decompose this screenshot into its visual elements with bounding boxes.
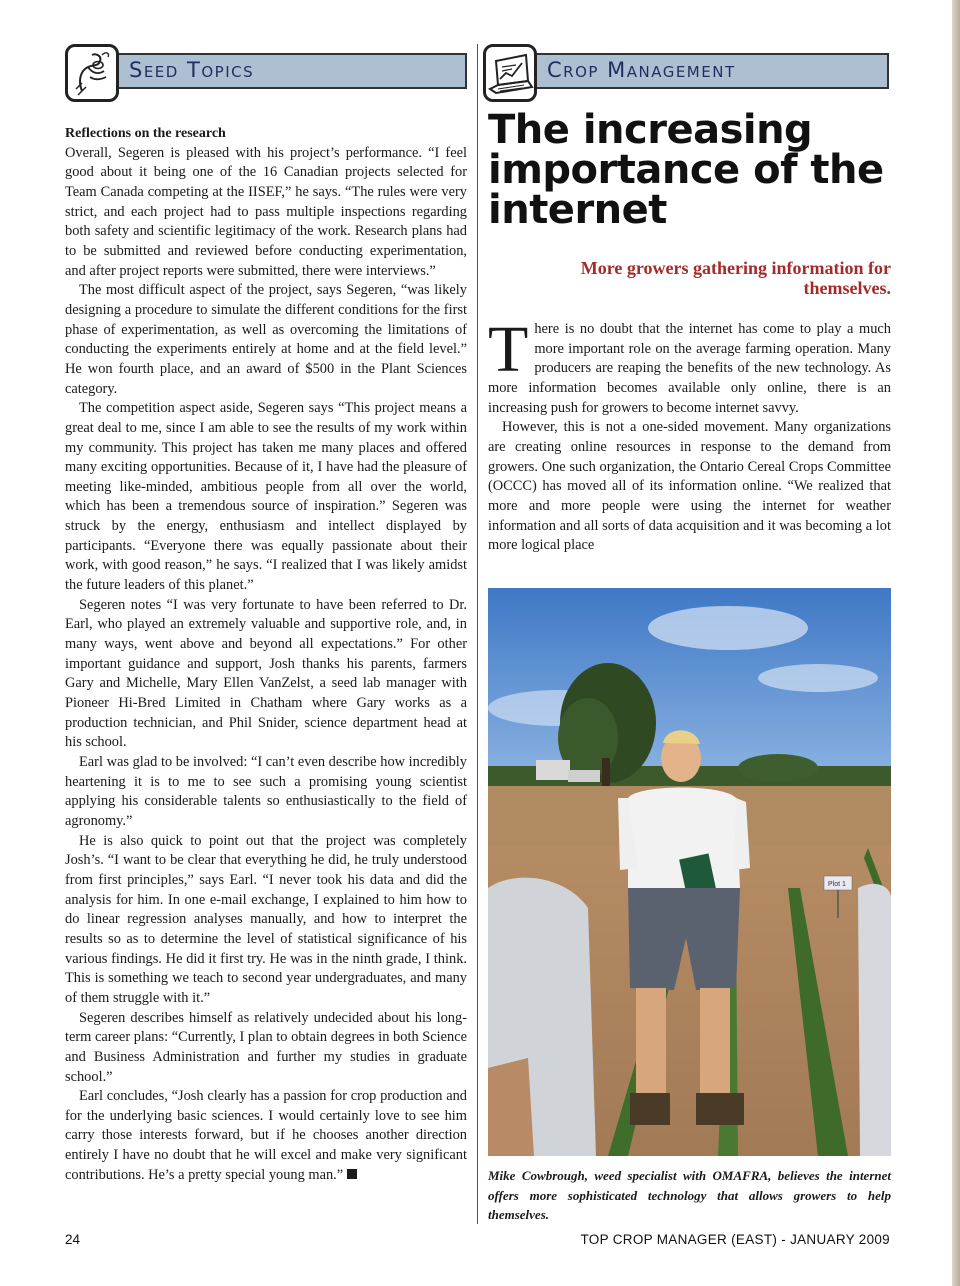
left-article	[65, 124, 467, 1185]
seed-topics-header	[65, 44, 467, 102]
article-headline: The increasing importance of the internet	[488, 107, 884, 233]
section-title-bar	[531, 53, 889, 89]
body-paragraph: However, this is not a one-sided movement. Many organizations are creating online resources in response to the demand from growers. One such organization, the Ontario Cereal Crops Committee (OCCC) has moved all of its information online. “We realized that more and more people were using the internet for weather information and all sorts of data acquisition and it was becoming a lot more logical place	[488, 419, 891, 554]
photo-caption: Mike Cowbrough, weed specialist with OMAFRA, believes the internet offers more sophisticated technology that allows growers to help themselves.	[488, 1168, 891, 1222]
body-paragraph: He is also quick to point out that the project was completely Josh’s. “I want to be clear that everything he did, he truly understood from first principles,” says Earl. “I never took his data and did the analysis for him. In one e-mail exchange, I explained to him how to do linear regression analyses manually, and how to interpret the results so as to determine the level of statistical significance of his various findings. He did it first try. He was in the ninth grade, I think. This is something we teach to second year undergraduates, and many of them struggle with it.”	[65, 832, 467, 1006]
last-paragraph	[65, 1087, 467, 1185]
plot-sign-label: Plot 1	[828, 881, 846, 888]
body-text: Earl concludes, “Josh clearly has a passion for crop production and for the underlying basic sciences. I would certainly love to see him carry those interests forward, but if he chooses another direction entirely I have no doubt that he will excel and make very significant contributions. He’s a pretty special young man.”	[65, 1088, 467, 1183]
section-title: Crop Management	[547, 58, 736, 82]
section-title-bar	[113, 53, 467, 89]
column-divider	[477, 44, 478, 1224]
page-edge	[952, 0, 960, 1286]
body-paragraph: The competition aspect aside, Segeren says “This project means a great deal to me, since I am able to see the results of my work within my community. This project has taken me many places and offered many exciting opportunities. Because of it, I have had the pleasure of meeting like-minded, ambitious people from all over the world, which has been a tremendous source of inspiration.” Segeren was struck by the energy, enthusiasm and intellect displayed by participants. “Everyone there was equally passionate about their work, with good reason,” he says. “I realized that I was likely amidst the future leaders of this planet.”	[65, 400, 467, 594]
body-paragraph: The most difficult aspect of the project, says Segeren, “was likely designing a procedure to simulate the different conditions for the first phase of experimentation, as well as overcoming the limitations of conducting the experiments entirely at home and at the field level.” He won fourth place, and an award of $500 in the Plant Sciences category.	[65, 282, 467, 397]
end-mark-icon	[347, 1169, 357, 1179]
crop-management-header	[483, 44, 889, 102]
body-paragraph: Segeren describes himself as relatively undecided about his long-term career plans: “Currently, I plan to obtain degrees in both Science and Business Administration and further my studies in graduate school.”	[65, 1009, 467, 1085]
body-paragraph: Segeren notes “I was very fortunate to have been referred to Dr. Earl, who played an extremely valuable and supportive role, and, in many ways, went above and beyond all expectations.” For other important guidance and support, Josh thanks his parents, farmers Gary and Michelle, Mary Ellen VanZelst, a seed lab manager with Pioneer Hi-Bred Limited in Chatham where Gary works as a production technician, and Phil Snider, science department head at his school.	[65, 596, 467, 751]
publication-footer: TOP CROP MANAGER (EAST) - JANUARY 2009	[580, 1232, 890, 1247]
article-deck: More growers gathering information for themselves.	[580, 258, 891, 298]
body-paragraph: Earl was glad to be involved: “I can’t even describe how incredibly heartening it is to me to see such a promising young scientist applying his considerable talents so enthusiastically to the field of agronomy.”	[65, 754, 467, 829]
page-number: 24	[65, 1232, 81, 1247]
right-article	[488, 313, 891, 556]
field-photo	[488, 588, 891, 1156]
lead-paragraph	[488, 313, 891, 418]
body-text: here is no doubt that the internet has come to play a much more important role on the average farming operation. Many producers are reaping the benefits of the new technology. As more information becomes available only online, there is an increasing push for growers to become internet savvy.	[488, 321, 891, 416]
drop-cap: T	[488, 313, 529, 386]
article-subhead: Reflections on the research	[65, 126, 226, 141]
seed-hand-icon	[65, 44, 119, 102]
body-paragraph: Overall, Segeren is pleased with his project’s performance. “I feel good about it being one of the 16 Canadian projects selected for Team Canada competing at the IISEF,” he says. “The rules were very strict, and each project had to pass multiple inspections regarding both safety and scientific legitimacy of the work. Research plans had to be submitted and reviewed before conducting experimentation, and after project reports were submitted, there were interviews.”	[65, 144, 467, 279]
section-title: Seed Topics	[129, 58, 255, 82]
laptop-chart-icon	[483, 44, 537, 102]
